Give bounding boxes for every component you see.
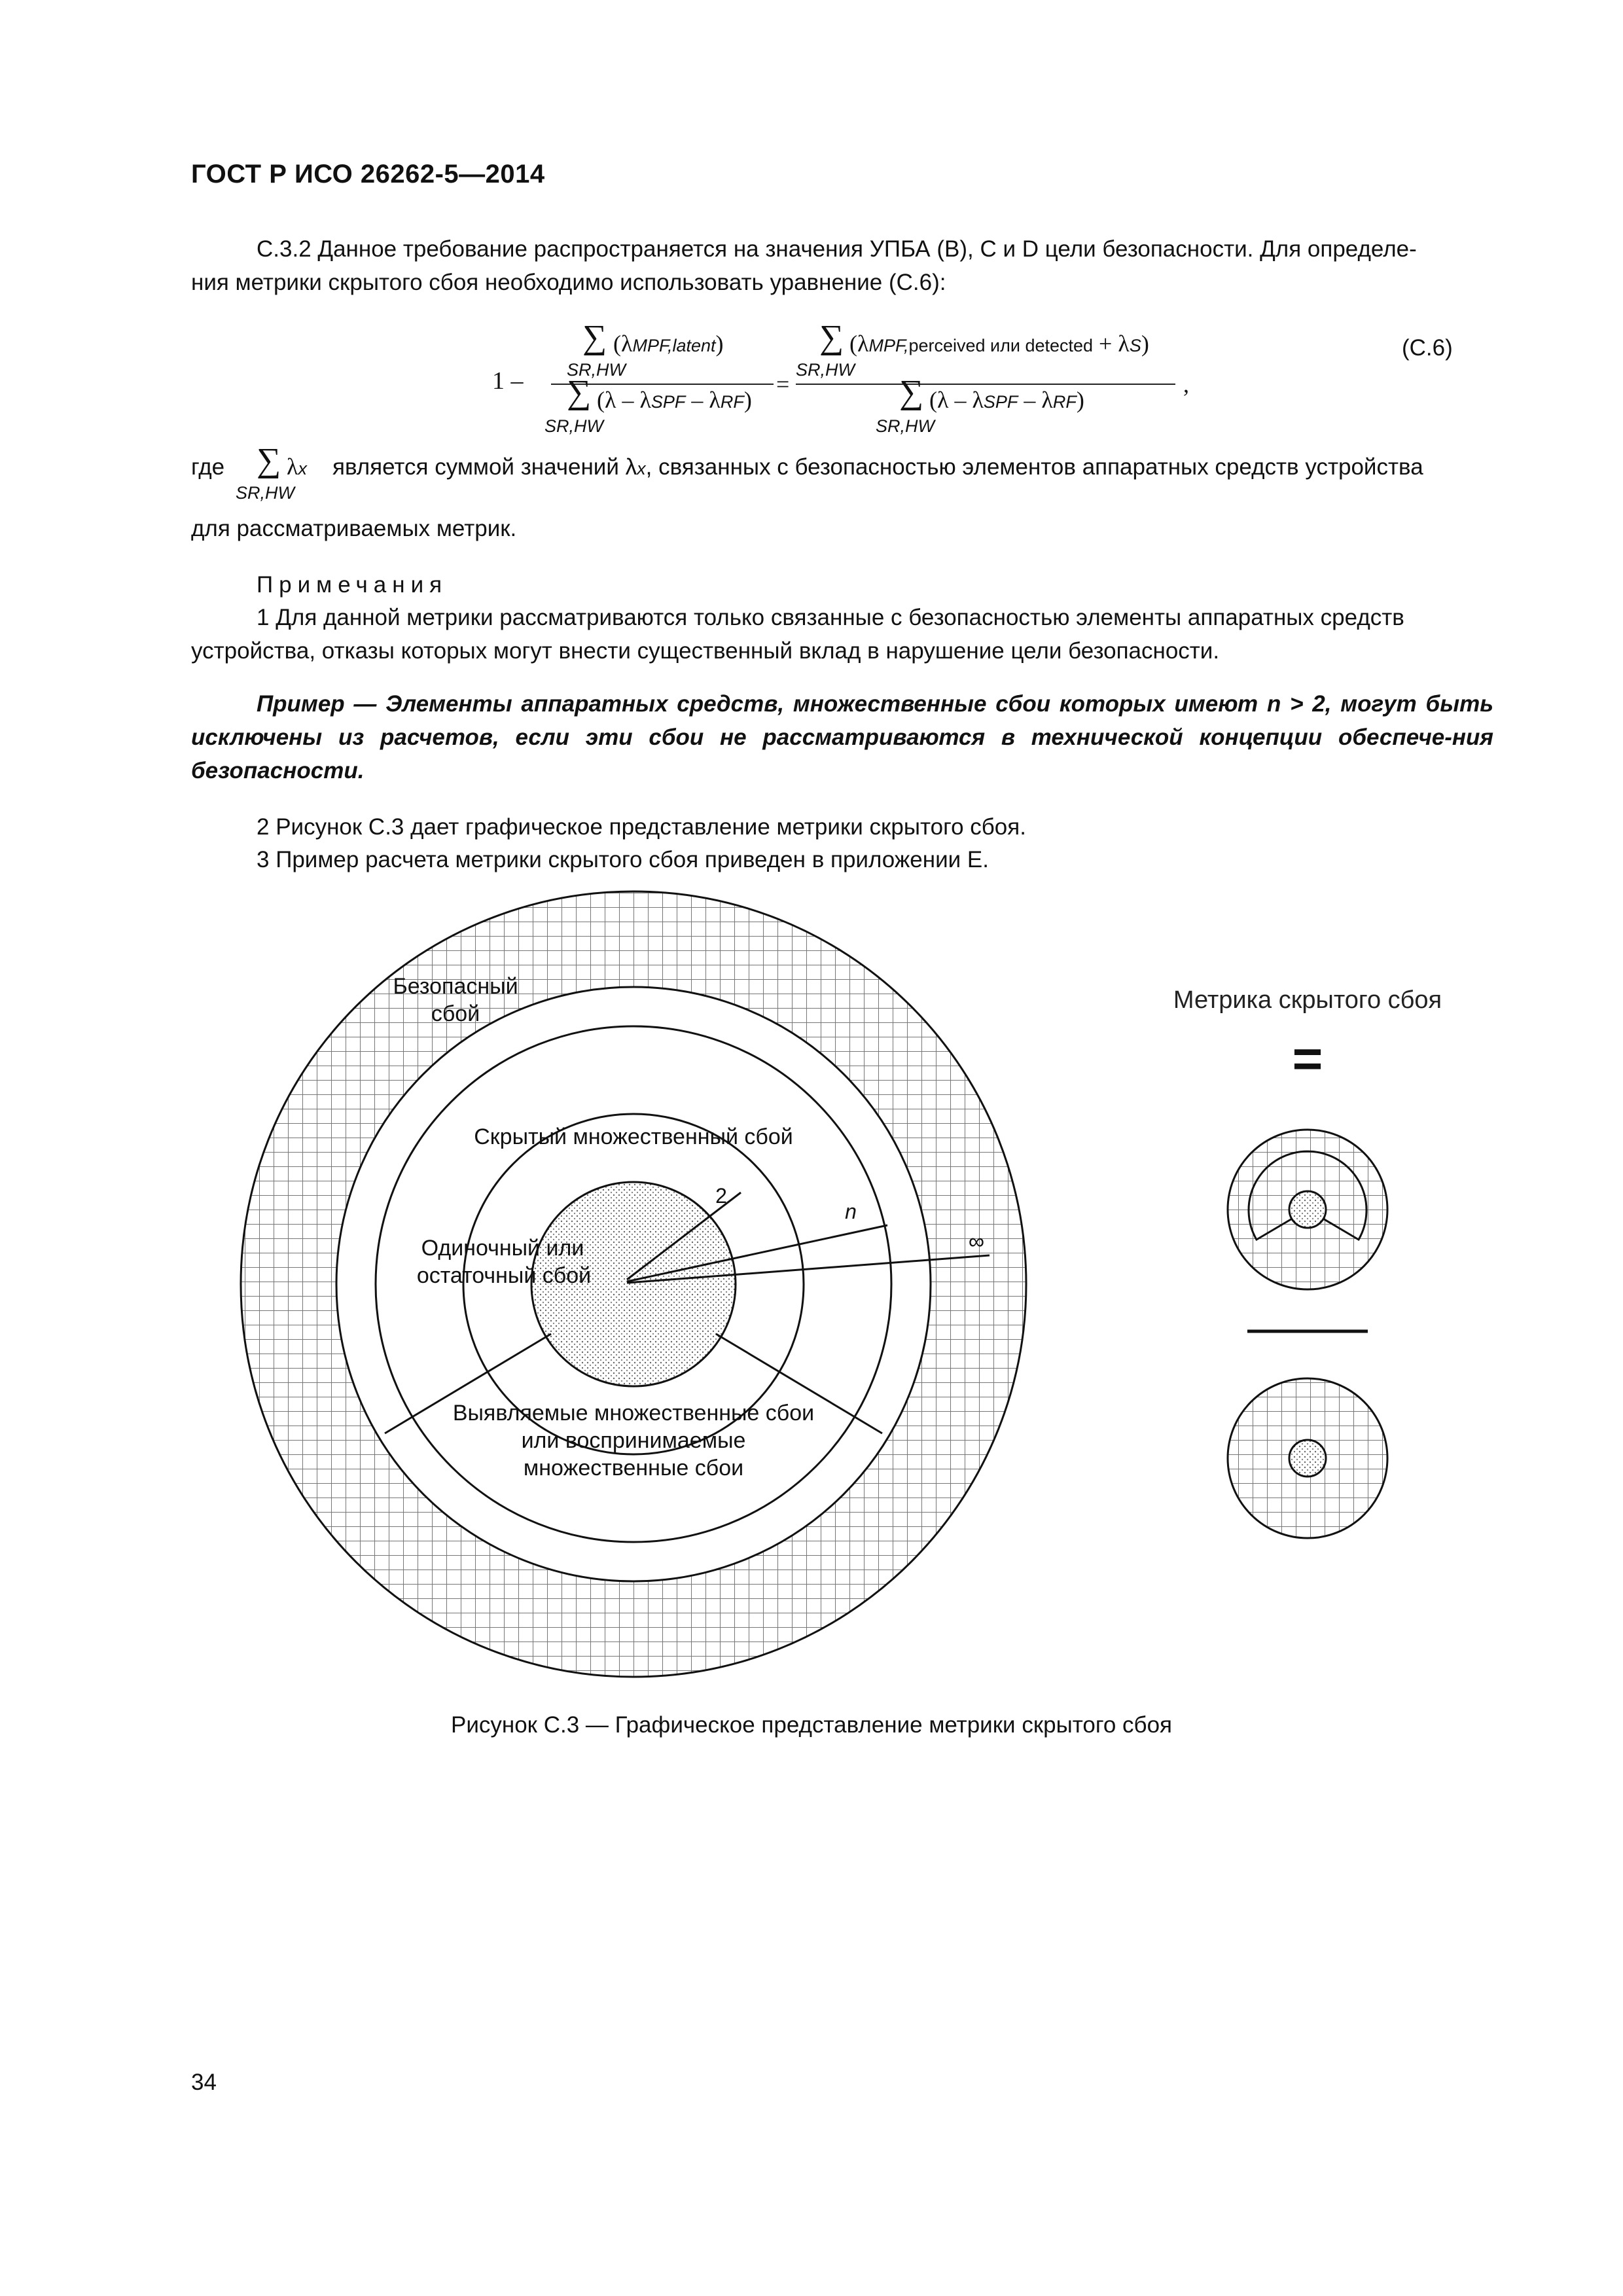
eq-den-mid-r: – λ <box>1018 387 1053 413</box>
eq-close-3: ) <box>1141 331 1149 357</box>
metric-diagram <box>1173 986 1442 1538</box>
note3: 3 Пример расчета метрики скрытого сбоя приведен в приложении Е. <box>257 847 989 872</box>
metric-title: Метрика скрытого сбоя <box>1173 986 1442 1014</box>
eq-close-2: ) <box>743 387 752 413</box>
eq-srhw-4: SR,HW <box>876 416 935 436</box>
note2: 2 Рисунок С.3 дает графическое представление метрики скрытого сбоя. <box>257 814 1026 840</box>
label-inf: ∞ <box>968 1229 985 1254</box>
eq-den-spf: SPF <box>651 392 686 412</box>
label-two: 2 <box>715 1184 727 1208</box>
label-latent: Скрытый множественный сбой <box>474 1124 793 1149</box>
where-lambda: λ <box>287 454 298 480</box>
eq-rhs-num-sub2: perceived или detected <box>908 336 1094 355</box>
metric-num-core <box>1289 1191 1326 1228</box>
eq-rhs-plus: + λ <box>1093 331 1130 357</box>
eq-den-r: (λ – λ <box>929 387 984 413</box>
label-safe-2: сбой <box>431 1001 480 1026</box>
eq-number: (С.6) <box>1402 335 1453 361</box>
label-detected-2: или воспринимаемые <box>521 1428 746 1453</box>
eq-sum-4: ∑ <box>899 374 924 411</box>
where-x: x <box>298 459 307 478</box>
eq-equals: = <box>776 371 790 397</box>
where-srhw: SR,HW <box>236 483 294 503</box>
eq-den-rf: RF <box>720 392 744 412</box>
note1-line2: устройства, отказы которых могут внести существенный вклад в нарушение цели безопасности. <box>191 638 1220 664</box>
eq-srhw-1: SR,HW <box>567 360 626 380</box>
label-single-1: Одиночный или <box>421 1236 584 1261</box>
eq-rhs-num: (λ <box>849 331 869 357</box>
where-sum: ∑ <box>257 442 281 479</box>
note1-line1: 1 Для данной метрики рассматриваются только связанные с безопасностью элементы аппаратных средств <box>257 605 1404 630</box>
example-paragraph: Пример — Элементы аппаратных средств, множественные сбои которых имеют n > 2, могут быть исключены из расчетов, если эти сбои не рассматриваются в технической концепции обеспече-ния безопасности. <box>191 691 1493 783</box>
eq-rhs-num-sub: MPF, <box>868 336 909 355</box>
eq-srhw-2: SR,HW <box>544 416 603 436</box>
label-single-2: остаточный сбой <box>416 1263 592 1288</box>
page-number: 34 <box>191 2070 217 2095</box>
where-line2: для рассматриваемых метрик. <box>191 516 517 541</box>
eq-srhw-3: SR,HW <box>796 360 855 380</box>
eq-sum-2: ∑ <box>567 374 592 411</box>
where-text-x: x <box>637 459 646 478</box>
label-n: n <box>845 1200 857 1223</box>
document-header: ГОСТ Р ИСО 26262-5—2014 <box>191 160 545 188</box>
eq-sum-3: ∑ <box>819 319 844 356</box>
figure-caption: Рисунок С.3 — Графическое представление метрики скрытого сбоя <box>450 1712 1173 1738</box>
label-detected-3: множественные сбои <box>523 1456 744 1480</box>
eq-den: (λ – λ <box>597 387 651 413</box>
paragraph-c32-line2: ния метрики скрытого сбоя необходимо использовать уравнение (С.6): <box>191 270 946 295</box>
eq-comma: , <box>1183 371 1189 397</box>
eq-close-4: ) <box>1076 387 1084 413</box>
eq-sum-1: ∑ <box>582 319 607 356</box>
eq-den-mid: – λ <box>685 387 721 413</box>
label-safe-1: Безопасный <box>393 974 518 999</box>
eq-den-spf-r: SPF <box>983 392 1018 412</box>
where-gde: где <box>191 454 225 480</box>
notes-heading: Примечания <box>257 572 448 598</box>
eq-den-rf-r: RF <box>1052 392 1077 412</box>
metric-equals: = <box>1292 1030 1323 1088</box>
eq-close-1: ) <box>715 331 724 357</box>
eq-rhs-s: S <box>1129 336 1141 355</box>
metric-den-core <box>1289 1440 1326 1477</box>
eq-lhs-num: (λ <box>613 331 633 357</box>
diagram-main <box>241 891 1026 1677</box>
eq-lhs-num-sub: MPF,latent <box>632 336 716 355</box>
eq-one-minus: 1 – <box>492 367 524 395</box>
label-detected-1: Выявляемые множественные сбои <box>452 1401 815 1426</box>
paragraph-c32-line1: С.3.2 Данное требование распространяется на значения УПБА (В), С и D цели безопасности. Для определе- <box>257 236 1417 262</box>
where-text-a: является суммой значений λ <box>332 454 637 480</box>
where-text-b: , связанных с безопасностью элементов аппаратных средств устройства <box>645 454 1423 480</box>
